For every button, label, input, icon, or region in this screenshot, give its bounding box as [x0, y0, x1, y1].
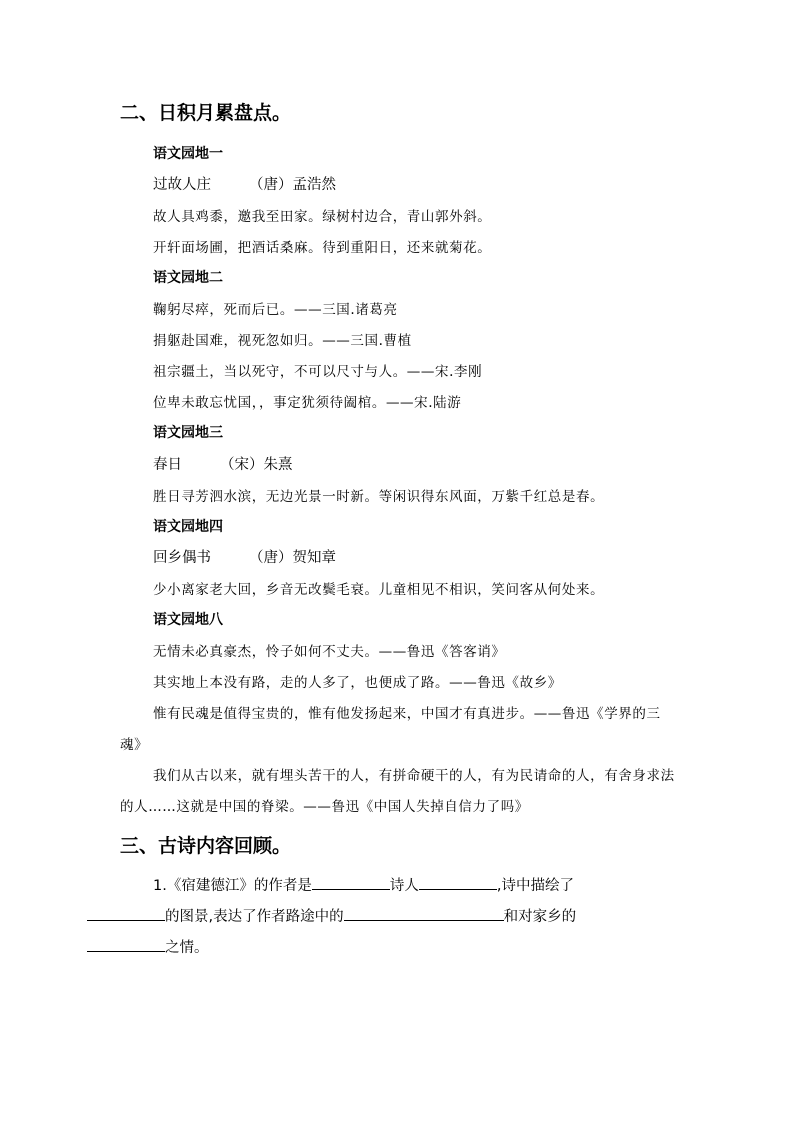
quote-paragraph: 我们从古以来，就有埋头苦干的人，有拼命硬干的人，有为民请命的人，有舍身求法的人……这就是中国的脊梁。——鲁迅《中国人失掉自信力了吗》: [120, 768, 675, 815]
answer-blank-poet-name[interactable]: [419, 873, 497, 890]
poem-title-guo-gu-ren-zhuang: [153, 175, 336, 195]
poem-line: 少小离家老大回，乡音无改鬓毛衰。儿童相见不相识，笑问客从何处来。: [153, 582, 605, 598]
poem-title-text: 过故人庄: [153, 177, 211, 193]
poem-line: 开轩面场圃，把酒话桑麻。待到重阳日，还来就菊花。: [153, 240, 492, 256]
answer-blank-scene[interactable]: [87, 904, 165, 921]
question-text: 和对家乡的: [503, 909, 577, 925]
poem-author: （唐）孟浩然: [249, 177, 336, 193]
quote-line: 祖宗疆土，当以死守，不可以尺寸与人。——宋.李刚: [153, 364, 483, 380]
answer-blank-homesick[interactable]: [87, 935, 165, 952]
poem-line: 故人具鸡黍，邀我至田家。绿树村边合，青山郭外斜。: [153, 209, 492, 225]
poem-title-text: 春日: [153, 457, 182, 473]
quote-paragraph: 惟有民魂是值得宝贵的，惟有他发扬起来，中国才有真进步。——鲁迅《学界的三魂》: [120, 706, 661, 753]
quote-line: 位卑未敢忘忧国，，事定犹须待阖棺。——宋.陆游: [153, 395, 462, 411]
garden-4-label: 语文园地四: [153, 519, 223, 535]
question-text: 诗人: [389, 878, 419, 894]
answer-blank-feeling[interactable]: [344, 904, 504, 921]
quote-line: 捐躯赴国难，视死忽如归。——三国.曹植: [153, 333, 412, 349]
garden-3-label: 语文园地三: [153, 425, 223, 441]
answer-blank-author[interactable]: [312, 873, 390, 890]
poem-title-hui-xiang-ou-shu: [153, 548, 336, 568]
poem-line: 胜日寻芳泗水滨，无边光景一时新。等闲识得东风面，万紫千红总是春。: [153, 489, 605, 505]
section-2-heading: 二、日积月累盘点。: [120, 102, 292, 124]
question-text: 的图景,表达了作者路途中的: [165, 909, 344, 925]
garden-1-label: 语文园地一: [153, 146, 223, 162]
question-1: [120, 871, 680, 964]
garden-8-label: 语文园地八: [153, 612, 223, 628]
poem-title-chun-ri: [153, 455, 293, 475]
garden-2-label: 语文园地二: [153, 270, 223, 286]
question-text: 1.《宿建德江》的作者是: [153, 878, 312, 894]
section-3-heading: 三、古诗内容回顾。: [120, 835, 292, 857]
quote-line: 鞠躬尽瘁，死而后已。——三国.诸葛亮: [153, 302, 398, 318]
quote-line: 其实地上本没有路，走的人多了，也便成了路。——鲁迅《故乡》: [153, 675, 562, 691]
poem-title-text: 回乡偶书: [153, 550, 211, 566]
poem-author: （唐）贺知章: [249, 550, 336, 566]
quote-line: 无情未必真豪杰，怜子如何不丈夫。——鲁迅《答客诮》: [153, 644, 506, 660]
question-text: 之情。: [165, 940, 209, 956]
question-text: ,诗中描绘了: [496, 878, 574, 894]
poem-author: （宋）朱熹: [220, 457, 293, 473]
